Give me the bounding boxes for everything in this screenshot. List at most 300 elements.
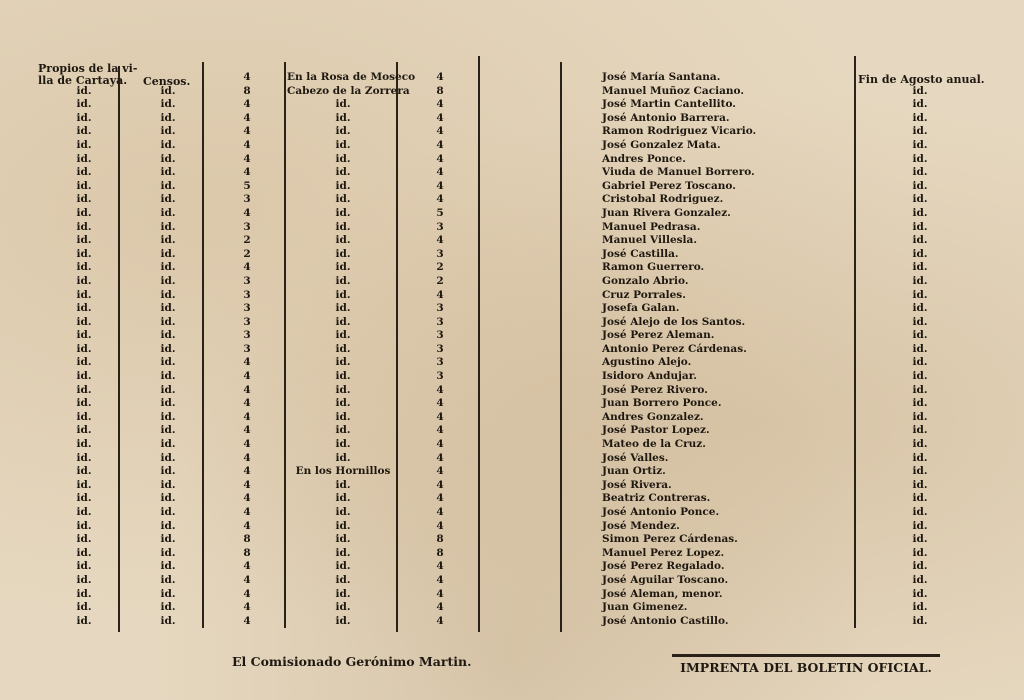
- table-row: [0, 465, 1024, 479]
- table-row: [0, 520, 1024, 534]
- amount-cell: 4: [243, 111, 251, 124]
- rate-cell: 4: [436, 424, 444, 437]
- location-cell: id.: [335, 546, 351, 559]
- propios-cell: id.: [76, 329, 92, 342]
- table-row: [0, 479, 1024, 493]
- rate-cell: 4: [436, 573, 444, 586]
- censos-cell: id.: [160, 193, 176, 206]
- amount-cell: 4: [243, 138, 251, 151]
- censos-cell: id.: [160, 166, 176, 179]
- rate-cell: 4: [436, 465, 444, 478]
- table-row: [0, 234, 1024, 248]
- propios-cell: id.: [76, 438, 92, 451]
- term-cell: id.: [912, 111, 928, 124]
- table-row: [0, 506, 1024, 520]
- table-row: [0, 588, 1024, 602]
- censos-cell: id.: [160, 356, 176, 369]
- term-cell: id.: [912, 424, 928, 437]
- tenant-name: Ramon Rodriguez Vicario.: [602, 125, 757, 138]
- amount-cell: 5: [243, 179, 251, 192]
- rate-cell: 3: [436, 329, 444, 342]
- signatory-line: El Comisionado Gerónimo Martin.: [232, 654, 472, 669]
- location-cell: id.: [335, 274, 351, 287]
- amount-cell: 3: [243, 274, 251, 287]
- tenant-name: José María Santana.: [602, 71, 721, 83]
- tenant-name: Juan Gimenez.: [602, 601, 688, 614]
- propios-cell: id.: [76, 302, 92, 315]
- censos-cell: id.: [160, 492, 176, 505]
- rate-cell: 3: [436, 370, 444, 383]
- location-cell: id.: [335, 206, 351, 219]
- location-cell: En la Rosa de Moseco: [287, 71, 416, 83]
- amount-cell: 4: [243, 560, 251, 573]
- location-cell: En los Hornillos: [295, 465, 391, 478]
- rate-cell: 4: [436, 383, 444, 396]
- location-cell: id.: [335, 193, 351, 206]
- tenant-name: Simon Perez Cárdenas.: [602, 533, 738, 546]
- rate-cell: 4: [436, 125, 444, 138]
- term-cell: id.: [912, 478, 928, 491]
- table-row: [0, 560, 1024, 574]
- table-row: [0, 411, 1024, 425]
- location-cell: id.: [335, 614, 351, 627]
- propios-cell: id.: [76, 342, 92, 355]
- imprint-rule: [672, 654, 940, 657]
- term-cell: id.: [912, 587, 928, 600]
- tenant-name: Isidoro Andujar.: [602, 370, 697, 383]
- amount-cell: 4: [243, 98, 251, 111]
- tenant-name: Juan Borrero Ponce.: [602, 397, 722, 410]
- tenant-name: José Aguilar Toscano.: [602, 573, 729, 586]
- term-cell: id.: [912, 166, 928, 179]
- tenant-name: José Rivera.: [602, 478, 672, 491]
- tenant-name: José Perez Aleman.: [602, 329, 715, 342]
- location-cell: id.: [335, 138, 351, 151]
- term-cell: id.: [912, 302, 928, 315]
- term-cell: id.: [912, 370, 928, 383]
- rate-cell: 4: [436, 451, 444, 464]
- amount-cell: 4: [243, 424, 251, 437]
- amount-cell: 4: [243, 152, 251, 165]
- table-row: [0, 601, 1024, 615]
- amount-cell: 4: [243, 492, 251, 505]
- propios-cell: id.: [76, 220, 92, 233]
- table-row: [0, 166, 1024, 180]
- table-row: [0, 397, 1024, 411]
- propios-cell: id.: [76, 614, 92, 627]
- censos-cell: id.: [160, 451, 176, 464]
- propios-cell: id.: [76, 111, 92, 124]
- table-row: [0, 302, 1024, 316]
- term-cell: id.: [912, 356, 928, 369]
- table-row: [0, 343, 1024, 357]
- tenant-name: José Antonio Castillo.: [602, 614, 729, 627]
- amount-cell: 4: [243, 573, 251, 586]
- amount-cell: 4: [243, 383, 251, 396]
- amount-cell: 4: [243, 465, 251, 478]
- tenant-name: Manuel Perez Lopez.: [602, 546, 725, 559]
- rate-cell: 2: [436, 274, 444, 287]
- censos-cell: id.: [160, 601, 176, 614]
- amount-cell: 8: [243, 533, 251, 546]
- table-row: [0, 370, 1024, 384]
- rate-cell: 2: [436, 261, 444, 274]
- table-row: [0, 316, 1024, 330]
- tenant-name: Viuda de Manuel Borrero.: [602, 166, 755, 179]
- header-propios-line2: lla de Cartaya.: [38, 74, 128, 87]
- propios-cell: id.: [76, 247, 92, 260]
- term-cell: id.: [912, 247, 928, 260]
- amount-cell: 3: [243, 329, 251, 342]
- censos-cell: id.: [160, 383, 176, 396]
- table-row: [0, 438, 1024, 452]
- censos-cell: id.: [160, 274, 176, 287]
- term-cell: id.: [912, 315, 928, 328]
- tenant-name: Josefa Galan.: [602, 302, 680, 315]
- table-row: [0, 153, 1024, 167]
- rate-cell: 4: [436, 478, 444, 491]
- table-row: [0, 207, 1024, 221]
- censos-cell: id.: [160, 370, 176, 383]
- printer-name: IMPRENTA DEL BOLETIN OFICIAL.: [680, 660, 932, 675]
- rate-cell: 4: [436, 519, 444, 532]
- term-cell: id.: [912, 193, 928, 206]
- table-row: [0, 424, 1024, 438]
- propios-cell: id.: [76, 152, 92, 165]
- censos-cell: id.: [160, 438, 176, 451]
- propios-cell: id.: [76, 410, 92, 423]
- term-cell: id.: [912, 383, 928, 396]
- table-row: [0, 139, 1024, 153]
- amount-cell: 4: [243, 397, 251, 410]
- censos-cell: id.: [160, 342, 176, 355]
- propios-cell: id.: [76, 560, 92, 573]
- censos-cell: id.: [160, 573, 176, 586]
- propios-cell: id.: [76, 370, 92, 383]
- propios-cell: id.: [76, 573, 92, 586]
- table-row: [0, 112, 1024, 126]
- censos-cell: id.: [160, 84, 176, 97]
- censos-cell: id.: [160, 206, 176, 219]
- censos-cell: id.: [160, 506, 176, 518]
- amount-cell: 4: [243, 478, 251, 491]
- amount-cell: 3: [243, 342, 251, 355]
- table-row: [0, 547, 1024, 561]
- tenant-name: Juan Ortiz.: [602, 465, 666, 478]
- tenant-name: José Alejo de los Santos.: [602, 315, 746, 328]
- table-row: [0, 248, 1024, 262]
- tenant-name: José Mendez.: [602, 519, 680, 532]
- location-cell: id.: [335, 383, 351, 396]
- location-cell: id.: [335, 220, 351, 233]
- location-cell: id.: [335, 288, 351, 301]
- table-row: [0, 289, 1024, 303]
- amount-cell: 4: [243, 614, 251, 627]
- propios-cell: id.: [76, 546, 92, 559]
- amount-cell: 3: [243, 220, 251, 233]
- term-cell: id.: [912, 560, 928, 573]
- tenant-name: José Castilla.: [602, 247, 679, 260]
- rate-cell: 8: [436, 84, 444, 97]
- propios-cell: id.: [76, 98, 92, 111]
- location-cell: id.: [335, 587, 351, 600]
- term-cell: id.: [912, 506, 928, 518]
- rate-cell: 8: [436, 546, 444, 559]
- rate-cell: 4: [436, 614, 444, 627]
- censos-cell: id.: [160, 478, 176, 491]
- location-cell: id.: [335, 125, 351, 138]
- location-cell: id.: [335, 356, 351, 369]
- amount-cell: 3: [243, 302, 251, 315]
- censos-cell: id.: [160, 329, 176, 342]
- tenant-name: Cruz Porrales.: [602, 288, 686, 301]
- censos-cell: id.: [160, 179, 176, 192]
- propios-cell: id.: [76, 424, 92, 437]
- location-cell: id.: [335, 601, 351, 614]
- amount-cell: 4: [243, 370, 251, 383]
- propios-cell: id.: [76, 315, 92, 328]
- censos-cell: id.: [160, 546, 176, 559]
- term-cell: id.: [912, 465, 928, 478]
- term-cell: id.: [912, 546, 928, 559]
- header-censos: Censos.: [143, 75, 191, 88]
- rate-cell: 4: [436, 492, 444, 505]
- location-cell: id.: [335, 98, 351, 111]
- tenant-name: Agustino Alejo.: [602, 356, 692, 369]
- location-cell: id.: [335, 478, 351, 491]
- term-cell: id.: [912, 125, 928, 138]
- propios-cell: id.: [76, 179, 92, 192]
- rate-cell: 4: [436, 288, 444, 301]
- tenant-name: José Martin Cantellito.: [602, 98, 736, 111]
- censos-cell: id.: [160, 465, 176, 478]
- table-row: [0, 574, 1024, 588]
- propios-cell: id.: [76, 601, 92, 614]
- table-row: [0, 98, 1024, 112]
- location-cell: id.: [335, 370, 351, 383]
- term-cell: id.: [912, 519, 928, 532]
- table-row: [0, 180, 1024, 194]
- location-cell: id.: [335, 410, 351, 423]
- propios-cell: id.: [76, 125, 92, 138]
- location-cell: id.: [335, 438, 351, 451]
- rate-cell: 4: [436, 410, 444, 423]
- censos-cell: id.: [160, 138, 176, 151]
- term-cell: id.: [912, 397, 928, 410]
- tenant-name: Gabriel Perez Toscano.: [602, 179, 736, 192]
- rate-cell: 3: [436, 356, 444, 369]
- propios-cell: id.: [76, 506, 92, 518]
- propios-cell: id.: [76, 383, 92, 396]
- term-cell: id.: [912, 261, 928, 274]
- tenant-name: Cristobal Rodriguez.: [602, 193, 724, 206]
- tenant-name: Juan Rivera Gonzalez.: [602, 206, 731, 219]
- location-cell: Cabezo de la Zorrera: [287, 84, 410, 97]
- propios-cell: id.: [76, 84, 92, 97]
- tenant-name: Manuel Villesla.: [602, 234, 697, 247]
- location-cell: id.: [335, 573, 351, 586]
- censos-cell: id.: [160, 533, 176, 546]
- table-row: [0, 261, 1024, 275]
- tenant-name: Andres Gonzalez.: [602, 410, 704, 423]
- rate-cell: 4: [436, 138, 444, 151]
- tenant-name: José Gonzalez Mata.: [602, 138, 721, 151]
- censos-cell: id.: [160, 519, 176, 532]
- propios-cell: id.: [76, 138, 92, 151]
- location-cell: id.: [335, 519, 351, 532]
- propios-cell: id.: [76, 234, 92, 247]
- propios-cell: id.: [76, 206, 92, 219]
- rate-cell: 3: [436, 315, 444, 328]
- propios-cell: id.: [76, 166, 92, 179]
- term-cell: id.: [912, 410, 928, 423]
- tenant-name: José Perez Regalado.: [602, 560, 725, 573]
- censos-cell: id.: [160, 234, 176, 247]
- term-cell: id.: [912, 451, 928, 464]
- amount-cell: 2: [243, 234, 251, 247]
- tenant-name: José Aleman, menor.: [602, 587, 723, 600]
- header-fin-de-agosto: Fin de Agosto anual.: [858, 73, 985, 86]
- tenant-name: Manuel Muñoz Caciano.: [602, 84, 744, 97]
- location-cell: id.: [335, 506, 351, 518]
- censos-cell: id.: [160, 98, 176, 111]
- rate-cell: 4: [436, 111, 444, 124]
- propios-cell: id.: [76, 519, 92, 532]
- table-row: [0, 384, 1024, 398]
- printer-imprint: [672, 650, 940, 675]
- table-row: [0, 275, 1024, 289]
- term-cell: id.: [912, 234, 928, 247]
- term-cell: id.: [912, 274, 928, 287]
- location-cell: id.: [335, 247, 351, 260]
- amount-cell: 3: [243, 315, 251, 328]
- censos-cell: id.: [160, 614, 176, 627]
- rate-cell: 4: [436, 179, 444, 192]
- amount-cell: 8: [243, 546, 251, 559]
- table-row: [0, 85, 1024, 99]
- amount-cell: 8: [243, 84, 251, 97]
- table-row: [0, 492, 1024, 506]
- rate-cell: 4: [436, 71, 444, 83]
- term-cell: id.: [912, 220, 928, 233]
- term-cell: id.: [912, 573, 928, 586]
- amount-cell: 4: [243, 71, 251, 83]
- censos-cell: id.: [160, 560, 176, 573]
- amount-cell: 2: [243, 247, 251, 260]
- tenant-name: Mateo de la Cruz.: [602, 438, 706, 451]
- term-cell: id.: [912, 614, 928, 627]
- rate-cell: 8: [436, 533, 444, 546]
- amount-cell: 4: [243, 601, 251, 614]
- amount-cell: 3: [243, 288, 251, 301]
- tenant-name: José Valles.: [602, 451, 669, 464]
- table-row: [0, 221, 1024, 235]
- location-cell: id.: [335, 329, 351, 342]
- rate-cell: 4: [436, 397, 444, 410]
- table-row: [0, 71, 1024, 85]
- location-cell: id.: [335, 261, 351, 274]
- amount-cell: 4: [243, 506, 251, 518]
- location-cell: id.: [335, 302, 351, 315]
- censos-cell: id.: [160, 247, 176, 260]
- amount-cell: 4: [243, 451, 251, 464]
- propios-cell: id.: [76, 356, 92, 369]
- term-cell: id.: [912, 329, 928, 342]
- propios-cell: id.: [76, 478, 92, 491]
- table-row: [0, 125, 1024, 139]
- tenant-name: Ramon Guerrero.: [602, 261, 705, 274]
- header-propios-line1: Propios de la vi-: [38, 62, 138, 75]
- term-cell: id.: [912, 533, 928, 546]
- censos-cell: id.: [160, 587, 176, 600]
- censos-cell: id.: [160, 302, 176, 315]
- rate-cell: 4: [436, 560, 444, 573]
- ledger-rows: [0, 71, 1024, 628]
- censos-cell: id.: [160, 125, 176, 138]
- propios-cell: id.: [76, 451, 92, 464]
- propios-cell: id.: [76, 533, 92, 546]
- tenant-name: Andres Ponce.: [602, 152, 686, 165]
- rate-cell: 4: [436, 506, 444, 518]
- tenant-name: Antonio Perez Cárdenas.: [602, 342, 747, 355]
- tenant-name: Manuel Pedrasa.: [602, 220, 701, 233]
- rate-cell: 4: [436, 152, 444, 165]
- table-row: [0, 533, 1024, 547]
- location-cell: id.: [335, 533, 351, 546]
- rate-cell: 4: [436, 98, 444, 111]
- propios-cell: id.: [76, 587, 92, 600]
- location-cell: id.: [335, 397, 351, 410]
- censos-cell: id.: [160, 424, 176, 437]
- amount-cell: 4: [243, 356, 251, 369]
- propios-cell: id.: [76, 261, 92, 274]
- censos-cell: id.: [160, 288, 176, 301]
- amount-cell: 3: [243, 193, 251, 206]
- amount-cell: 4: [243, 519, 251, 532]
- table-row: [0, 329, 1024, 343]
- location-cell: id.: [335, 234, 351, 247]
- term-cell: id.: [912, 152, 928, 165]
- location-cell: id.: [335, 492, 351, 505]
- term-cell: id.: [912, 206, 928, 219]
- location-cell: id.: [335, 342, 351, 355]
- location-cell: id.: [335, 166, 351, 179]
- term-cell: id.: [912, 138, 928, 151]
- table-row: [0, 193, 1024, 207]
- amount-cell: 4: [243, 261, 251, 274]
- rate-cell: 3: [436, 220, 444, 233]
- term-cell: id.: [912, 179, 928, 192]
- censos-cell: id.: [160, 261, 176, 274]
- term-cell: id.: [912, 98, 928, 111]
- propios-cell: id.: [76, 492, 92, 505]
- rate-cell: 4: [436, 587, 444, 600]
- location-cell: id.: [335, 111, 351, 124]
- rate-cell: 4: [436, 193, 444, 206]
- location-cell: id.: [335, 315, 351, 328]
- censos-cell: id.: [160, 410, 176, 423]
- rate-cell: 4: [436, 438, 444, 451]
- location-cell: id.: [335, 560, 351, 573]
- propios-cell: id.: [76, 274, 92, 287]
- location-cell: id.: [335, 152, 351, 165]
- term-cell: id.: [912, 438, 928, 451]
- rate-cell: 4: [436, 166, 444, 179]
- censos-cell: id.: [160, 111, 176, 124]
- amount-cell: 4: [243, 587, 251, 600]
- censos-cell: id.: [160, 397, 176, 410]
- location-cell: id.: [335, 424, 351, 437]
